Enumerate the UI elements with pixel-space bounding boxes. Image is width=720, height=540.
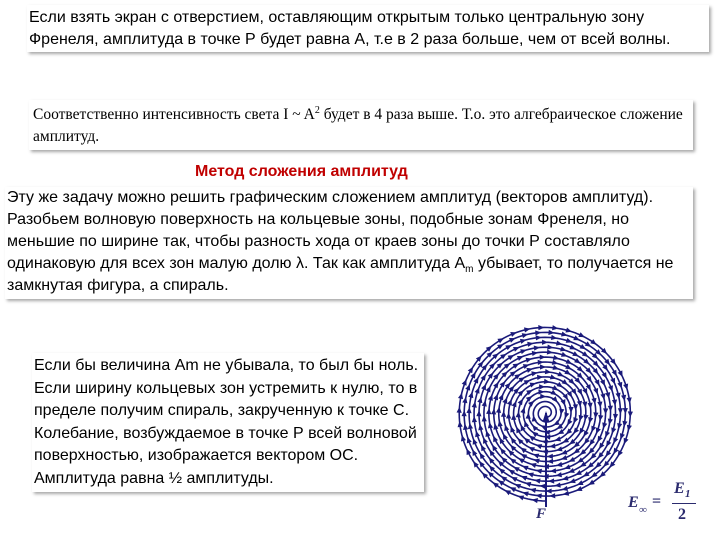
spiral-arrowhead [571, 417, 578, 424]
paragraph-graphical-text-end: убывает, то получается не замкнутая фигура, а спираль. [7, 255, 674, 294]
spiral-arrowhead [517, 494, 524, 501]
spiral-arrowhead [582, 402, 588, 409]
spiral-arrowhead [503, 488, 511, 495]
spiral-arrowhead [535, 442, 542, 449]
formula-lhs: E [628, 494, 639, 511]
spiral-arrowhead [597, 401, 603, 408]
spiral-arrowhead [603, 408, 608, 414]
spiral-arrowhead [576, 480, 584, 487]
spiral-arrowhead [574, 470, 582, 477]
spiral-arrowhead [565, 364, 573, 372]
spiral-arrowhead [548, 478, 554, 483]
spiral-arrowhead [539, 483, 545, 489]
formula-lhs-subscript: ∞ [639, 504, 647, 516]
spiral-arrowhead [554, 482, 561, 488]
formula-numerator-subscript: 1 [685, 488, 691, 500]
spiral-arrowhead [611, 437, 618, 445]
spiral-arrowhead [479, 444, 486, 452]
spiral-arrowhead [457, 421, 463, 428]
spiral-arrowhead [510, 330, 517, 337]
paragraph-graphical-method [5, 187, 693, 299]
spiral-arrowhead [550, 468, 556, 474]
spiral-arrowhead [536, 335, 542, 341]
spiral-arrowhead [595, 436, 602, 444]
spiral-arrowhead [557, 371, 565, 378]
spiral-arrowhead [534, 345, 540, 351]
spiral-arrowhead [618, 370, 625, 378]
spiral-arrowhead [513, 345, 521, 352]
spiral-arrowhead [566, 359, 574, 366]
spiral-arrowhead [471, 416, 477, 422]
spiral-arrowhead [563, 464, 570, 471]
spiral-arrowhead [521, 463, 529, 470]
spiral-arrowhead [539, 384, 545, 389]
spiral-arrowhead [457, 407, 463, 413]
spiral-arrowhead [608, 385, 615, 392]
spiral-arrowhead [540, 364, 546, 369]
formula-denominator: 2 [678, 506, 686, 523]
spiral-arrowhead [542, 449, 549, 455]
amplitude-formula [628, 480, 708, 535]
spiral-arrowhead [611, 448, 619, 456]
spiral-arrowhead [593, 388, 600, 395]
spiral-arrowhead [561, 352, 568, 359]
spiral-arrowhead [594, 379, 601, 387]
formula-equals: = [652, 493, 662, 510]
spiral-arrowhead [568, 407, 573, 413]
spiral-arrowhead [572, 351, 580, 358]
spiral-arrowhead [589, 426, 596, 434]
spiral-arrowhead [475, 386, 482, 393]
spiral-arrowhead [545, 369, 552, 375]
spiral-arrowhead [593, 412, 599, 419]
spiral-arrowhead [491, 435, 498, 443]
spiral-arrowhead [623, 408, 628, 414]
spiral-arrowhead [505, 343, 513, 350]
section-heading: Метод сложения амплитуд [195, 163, 408, 180]
spiral-arrowhead [501, 411, 506, 417]
spiral-arrowhead [617, 382, 624, 389]
paragraph-intensity-text: Соответственно интенсивность света I ~ A [33, 106, 315, 123]
spiral-arrowhead [603, 431, 610, 439]
spiral-arrowhead [509, 336, 517, 343]
spiral-arrowhead [493, 393, 500, 400]
spiral-arrowhead [538, 325, 544, 330]
spiral-arrowhead [517, 354, 525, 361]
spiral-arrowhead [587, 403, 593, 409]
paragraph-fresnel-zone: Если взять экран с отверстием, оставляющим открытым только центральную зону Френеля, амплитуда в точке Р будет равна А, т.е в 2 раза больше, чем от всей волны. [27, 5, 709, 52]
spiral-arrowhead [549, 493, 555, 498]
spiral-arrowhead [612, 414, 618, 420]
spiral-arrowhead [542, 340, 548, 345]
spiral-arrowhead [627, 397, 633, 404]
spiral-arrowhead [496, 406, 502, 413]
spiral-arrowhead [628, 411, 633, 417]
spiral-arrowhead [471, 437, 478, 444]
spiral-arrowhead [535, 330, 541, 336]
spiral-arrowhead [506, 412, 511, 418]
spiral-arrowhead [547, 349, 554, 355]
spiral-arrowhead [565, 419, 573, 427]
spiral-arrowhead [501, 432, 508, 440]
spiral-arrowhead [610, 378, 617, 386]
spiral-arrowhead [535, 493, 542, 499]
spiral-arrowhead [547, 454, 553, 459]
subscript-m: m [465, 264, 474, 276]
spiral-arrowhead [568, 478, 575, 485]
spiral-arrowhead [466, 407, 472, 413]
spiral-arrowhead [476, 410, 481, 416]
spiral-arrowhead [527, 445, 535, 452]
spiral-arrowhead [538, 389, 544, 395]
spiral-arrowhead [622, 438, 629, 445]
spiral-arrowhead [540, 355, 546, 360]
spiral-arrowhead [508, 425, 515, 432]
spiral-arrowhead [486, 408, 492, 414]
spiral-arrowhead [462, 378, 469, 386]
spiral-arrowhead [566, 338, 573, 345]
spiral-arrowhead [486, 385, 493, 393]
spiral-arrowhead [530, 381, 537, 388]
spiral-arrowhead [608, 406, 613, 412]
spiral-arrowhead [481, 415, 486, 421]
spiral-arrowhead [540, 394, 546, 399]
spiral-arrowhead [510, 475, 518, 482]
spiral-arrowhead [573, 404, 579, 410]
spiral-arrowhead [578, 332, 586, 339]
spiral-arrowhead [462, 410, 467, 416]
spiral-arrowhead [526, 412, 531, 418]
spiral-arrowhead [464, 447, 471, 455]
spiral-arrowhead [547, 345, 554, 351]
spiral-arrowhead [604, 440, 611, 448]
spiral-arrowhead [481, 436, 488, 443]
spiral-arrowhead [618, 408, 623, 414]
spiral-arrowhead [491, 408, 497, 414]
fraction-bar [672, 503, 696, 504]
spiral-arrowhead [547, 459, 553, 464]
point-f-label: F [536, 506, 547, 522]
spiral-arrowhead [582, 388, 589, 396]
paragraph-graphical-text: Эту же задачу можно решить графическим сложением амплитуд (векторов амплитуд). Разобьем волновую поверхность на кольцевые зоны, подобные зонам Френеля, но меньшие по ширине так, чтобы разность хода от краев зоны до точки Р составляло одинаковую для всех зон малую долю λ. Так как амплитуда A [7, 189, 654, 272]
spiral-arrowhead [548, 330, 554, 336]
spiral-arrowhead [470, 448, 477, 456]
paragraph-spiral-limit: Если бы величина Am не убывала, то был бы ноль. Если ширину кольцевых зон устремить к нулю, то в пределе получим спираль, закрученную к точке С. Колебание, возбуждаемое в точке Р всей волновой поверхностью, изображается вектором ОС. Амплитуда равна ½ амплитуды. [32, 353, 424, 492]
spiral-arrowhead [568, 457, 576, 464]
spiral-arrowhead [569, 344, 577, 351]
spiral-arrowhead [488, 394, 495, 401]
formula-numerator: E [674, 480, 685, 497]
spiral-arrowhead [498, 393, 505, 401]
spiral-arrowhead [549, 443, 555, 449]
superscript-2: 2 [314, 104, 320, 116]
spiral-arrowhead [537, 374, 543, 380]
spiral-arrowhead [512, 400, 519, 408]
paragraph-intensity-text-end: будет в 4 раза выше. Т.о. это алгебраическое сложение амплитуд. [33, 106, 683, 145]
spiral-arrowhead [511, 414, 516, 420]
spiral-arrowhead [538, 359, 544, 364]
paragraph-intensity [29, 100, 693, 150]
spiral-arrowhead [575, 486, 582, 493]
spiral-arrowhead [612, 400, 618, 407]
spiral-arrowhead [520, 474, 527, 481]
spiral-arrowhead [600, 379, 607, 387]
spiral-arrowhead [612, 370, 619, 378]
